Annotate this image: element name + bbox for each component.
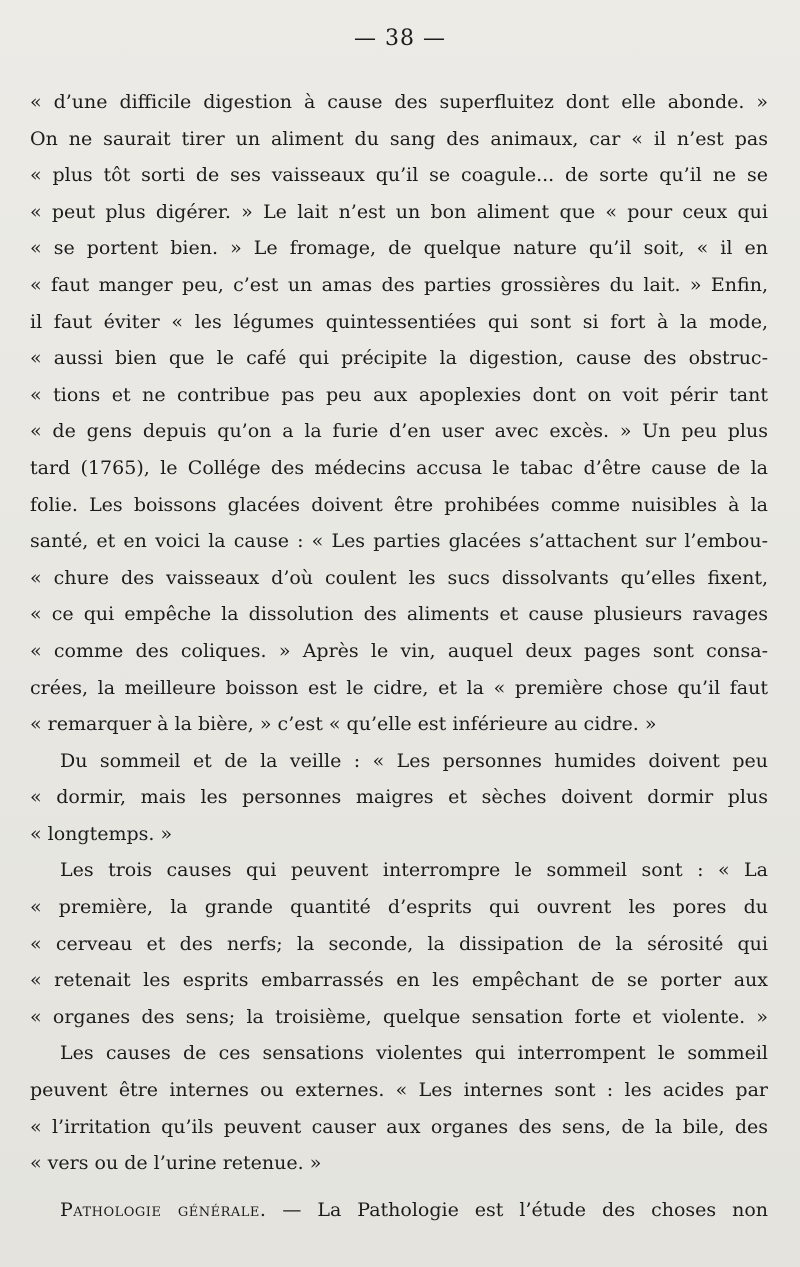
text-line: « plus tôt sorti de ses vaisseaux qu’il se coagule... de sorte qu’il ne se xyxy=(30,164,768,187)
text-line: « vers ou de l’urine retenue. » xyxy=(30,1152,322,1175)
text-line: crées, la meilleure boisson est le cidre, et la « première chose qu’il faut xyxy=(30,676,768,699)
text-line: « ce qui empêche la dissolution des aliments et cause plusieurs ravages xyxy=(30,603,768,626)
text-line: « de gens depuis qu’on a la furie d’en user avec excès. » Un peu plus xyxy=(30,420,768,443)
text-line: « tions et ne contribue pas peu aux apoplexies dont on voit périr tant xyxy=(30,383,768,406)
text-line: On ne saurait tirer un aliment du sang des animaux, car « il n’est pas xyxy=(30,127,768,150)
page-number: — 38 — xyxy=(354,26,446,51)
text-line: « organes des sens; la troisième, quelque sensation forte et violente. » xyxy=(30,1005,768,1028)
text-line: santé, et en voici la cause : « Les parties glacées s’attachent sur l’embou- xyxy=(30,530,768,553)
paragraph-start-line: Du sommeil et de la veille : « Les personnes humides doivent peu xyxy=(60,749,768,772)
text-line: « chure des vaisseaux d’où coulent les sucs dissolvants qu’elles fixent, xyxy=(30,566,768,589)
section-heading-line xyxy=(30,1192,768,1229)
text-line: « peut plus digérer. » Le lait n’est un bon aliment que « pour ceux qui xyxy=(30,200,768,223)
text-line: « comme des coliques. » Après le vin, auquel deux pages sont consa- xyxy=(30,639,768,662)
text-line: « retenait les esprits embarrassés en les empêchant de se porter aux xyxy=(30,969,768,992)
text-line: tard (1765), le Collége des médecins accusa le tabac d’être cause de la xyxy=(30,456,768,479)
text-line: « longtemps. » xyxy=(30,822,173,845)
text-line: « première, la grande quantité d’esprits qui ouvrent les pores du xyxy=(30,896,768,919)
text-line: « cerveau et des nerfs; la seconde, la dissipation de la sérosité qui xyxy=(30,932,768,955)
text-line: « faut manger peu, c’est un amas des parties grossières du lait. » Enfin, xyxy=(30,273,768,296)
text-line: « l’irritation qu’ils peuvent causer aux organes des sens, de la bile, des xyxy=(30,1115,768,1138)
text-line: « d’une difficile digestion à cause des superfluitez dont elle abonde. » xyxy=(30,91,768,113)
text-line: peuvent être internes ou externes. « Les internes sont : les acides par xyxy=(30,1079,768,1102)
section-heading: Pathologie générale. xyxy=(60,1198,267,1221)
paragraph-start-line: Les trois causes qui peuvent interrompre le sommeil sont : « La xyxy=(60,859,768,882)
text-line: « se portent bien. » Le fromage, de quelque nature qu’il soit, « il en xyxy=(30,237,768,260)
paragraph-start-line: Les causes de ces sensations violentes qui interrompent le sommeil xyxy=(60,1042,768,1065)
text-line: « remarquer à la bière, » c’est « qu’elle est inférieure au cidre. » xyxy=(30,713,657,736)
text-line: folie. Les boissons glacées doivent être prohibées comme nuisibles à la xyxy=(30,493,768,516)
text-line: il faut éviter « les légumes quintessentiées qui sont si fort à la mode, xyxy=(30,310,768,333)
text-line: « dormir, mais les personnes maigres et sèches doivent dormir plus xyxy=(30,786,768,809)
section-gap xyxy=(30,1182,768,1192)
body-text xyxy=(30,84,768,1228)
section-heading-text: — La Pathologie est l’étude des choses non xyxy=(266,1198,768,1221)
text-line: « aussi bien que le café qui précipite la digestion, cause des obstruc- xyxy=(30,347,768,370)
